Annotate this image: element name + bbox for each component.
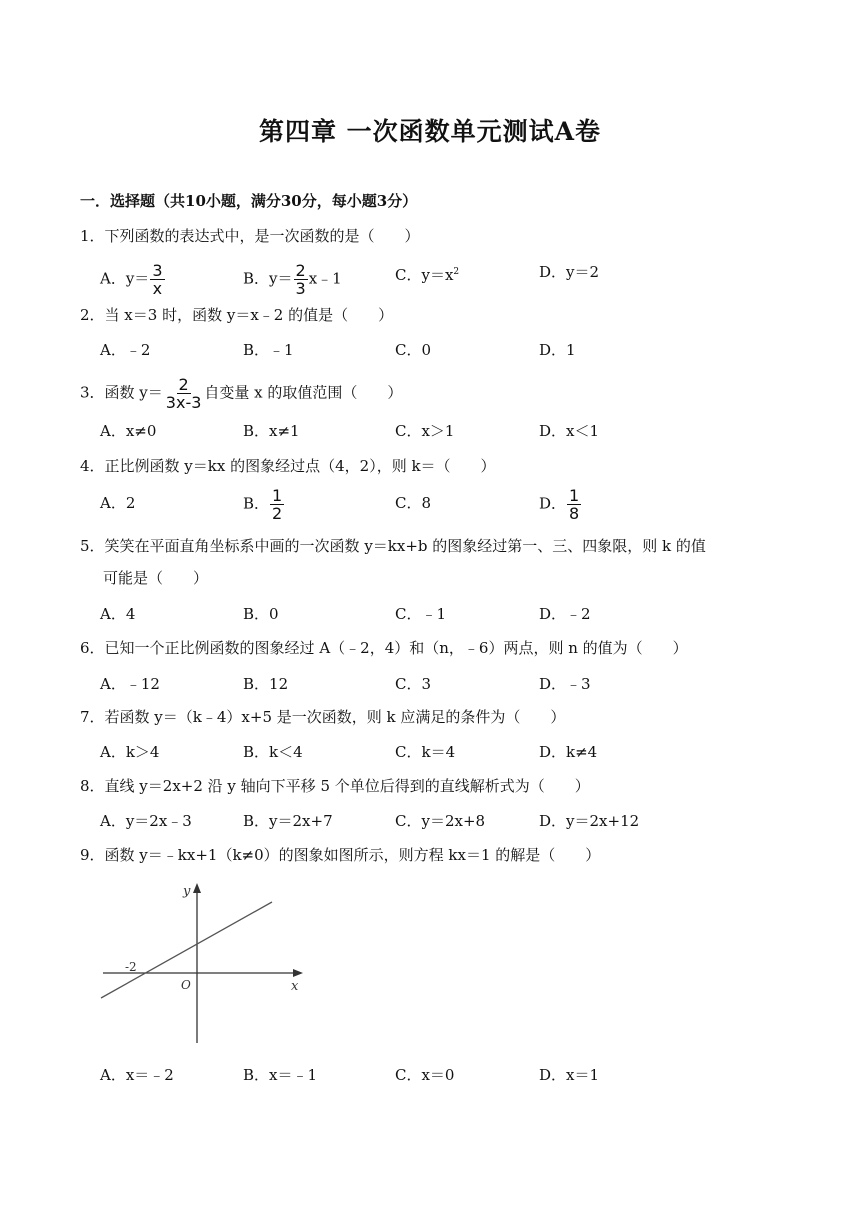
q4-option-b: B． $\frac{1}{2}$: [243, 486, 283, 523]
origin-label: O: [181, 978, 191, 992]
q1-option-c: C．$y=x^2$: [395, 266, 460, 284]
q2-option-a: A．﹣2: [100, 341, 151, 359]
fraction: $\frac{2}{3}$: [295, 261, 306, 298]
q5-option-c: C．﹣1: [395, 605, 447, 623]
q2-option-b: B．﹣1: [243, 341, 294, 359]
q3-option-d: D．x＜1: [539, 422, 600, 440]
q9-function-graph: [95, 875, 315, 1050]
q6-option-c: C．3: [395, 675, 432, 693]
q8-option-b: B．y＝2x+7: [243, 812, 333, 830]
q4-option-c: C．8: [395, 494, 432, 512]
y-axis-label: y: [183, 884, 191, 899]
question-5-line-1: 5．笑笑在平面直角坐标系中画的一次函数 y＝kx+b 的图象经过第一、三、四象限，则 k 的值: [80, 537, 706, 555]
q5-option-a: A．4: [100, 605, 136, 623]
q6-option-b: B．12: [243, 675, 289, 693]
q6-option-a: A．﹣12: [100, 675, 160, 693]
question-4: 4．正比例函数 y＝kx 的图象经过点（4，2），则 k＝（ ）: [80, 457, 496, 475]
q1-option-b: B．y＝ $\frac{2}{3}$ x﹣1: [243, 261, 342, 298]
q1-option-a: A．y＝ $\frac{3}{x}$: [100, 261, 163, 298]
q3-option-a: A．x≠0: [100, 422, 157, 440]
q4-option-d: D． $\frac{1}{8}$: [539, 486, 580, 523]
x-axis-label: x: [291, 979, 299, 994]
fraction: $\frac{2}{3x-3}$: [165, 375, 202, 412]
q3-option-b: B．x≠1: [243, 422, 300, 440]
question-3: 3．函数 y＝ $\frac{2}{3x-3}$ 自变量 x 的取值范围（ ）: [80, 375, 403, 412]
q7-option-a: A．k＞4: [100, 743, 160, 761]
q4-option-a: A．2: [100, 494, 136, 512]
question-6: 6．已知一个正比例函数的图象经过 A（﹣2，4）和（n，﹣6）两点，则 n 的值为（ ）: [80, 639, 688, 657]
question-9: 9．函数 y＝﹣kx+1（k≠0）的图象如图所示，则方程 kx＝1 的解是（ ）: [80, 846, 601, 864]
question-8: 8．直线 y＝2x+2 沿 y 轴向下平移 5 个单位后得到的直线解析式为（ ）: [80, 777, 590, 795]
q9-option-c: C．x＝0: [395, 1066, 455, 1084]
q2-option-c: C．0: [395, 341, 432, 359]
q6-option-d: D．﹣3: [539, 675, 591, 693]
q5-option-b: B．0: [243, 605, 279, 623]
question-2: 2．当 x＝3 时，函数 y＝x﹣2 的值是（ ）: [80, 306, 394, 324]
section-heading: 一．选择题（共10小题，满分30分，每小题3分）: [80, 192, 418, 210]
q8-option-c: C．y＝2x+8: [395, 812, 486, 830]
q9-option-d: D．x＝1: [539, 1066, 600, 1084]
q7-option-c: C．k＝4: [395, 743, 456, 761]
q8-option-d: D．y＝2x+12: [539, 812, 640, 830]
fraction: $\frac{1}{2}$: [272, 486, 283, 523]
question-1: 1．下列函数的表达式中，是一次函数的是（ ）: [80, 227, 420, 245]
fraction: $\frac{1}{8}$: [569, 486, 580, 523]
q1-option-d: D．y＝2: [539, 263, 600, 281]
page-title: 第四章 一次函数单元测试A卷: [258, 117, 602, 146]
fraction: $\frac{3}{x}$: [152, 261, 163, 298]
x-intercept-label: -2: [125, 960, 137, 974]
q8-option-a: A．y＝2x﹣3: [100, 812, 192, 830]
x-axis-arrow: [293, 969, 303, 977]
q3-option-c: C．x＞1: [395, 422, 455, 440]
q9-option-a: A．x＝﹣2: [100, 1066, 174, 1084]
q5-option-d: D．﹣2: [539, 605, 591, 623]
q9-option-b: B．x＝﹣1: [243, 1066, 318, 1084]
question-7: 7．若函数 y＝（k﹣4）x+5 是一次函数，则 k 应满足的条件为（ ）: [80, 708, 566, 726]
question-5-line-2: 可能是（ ）: [103, 569, 209, 587]
y-axis-arrow: [193, 883, 201, 893]
q7-option-b: B．k＜4: [243, 743, 303, 761]
q7-option-d: D．k≠4: [539, 743, 598, 761]
q2-option-d: D．1: [539, 341, 576, 359]
